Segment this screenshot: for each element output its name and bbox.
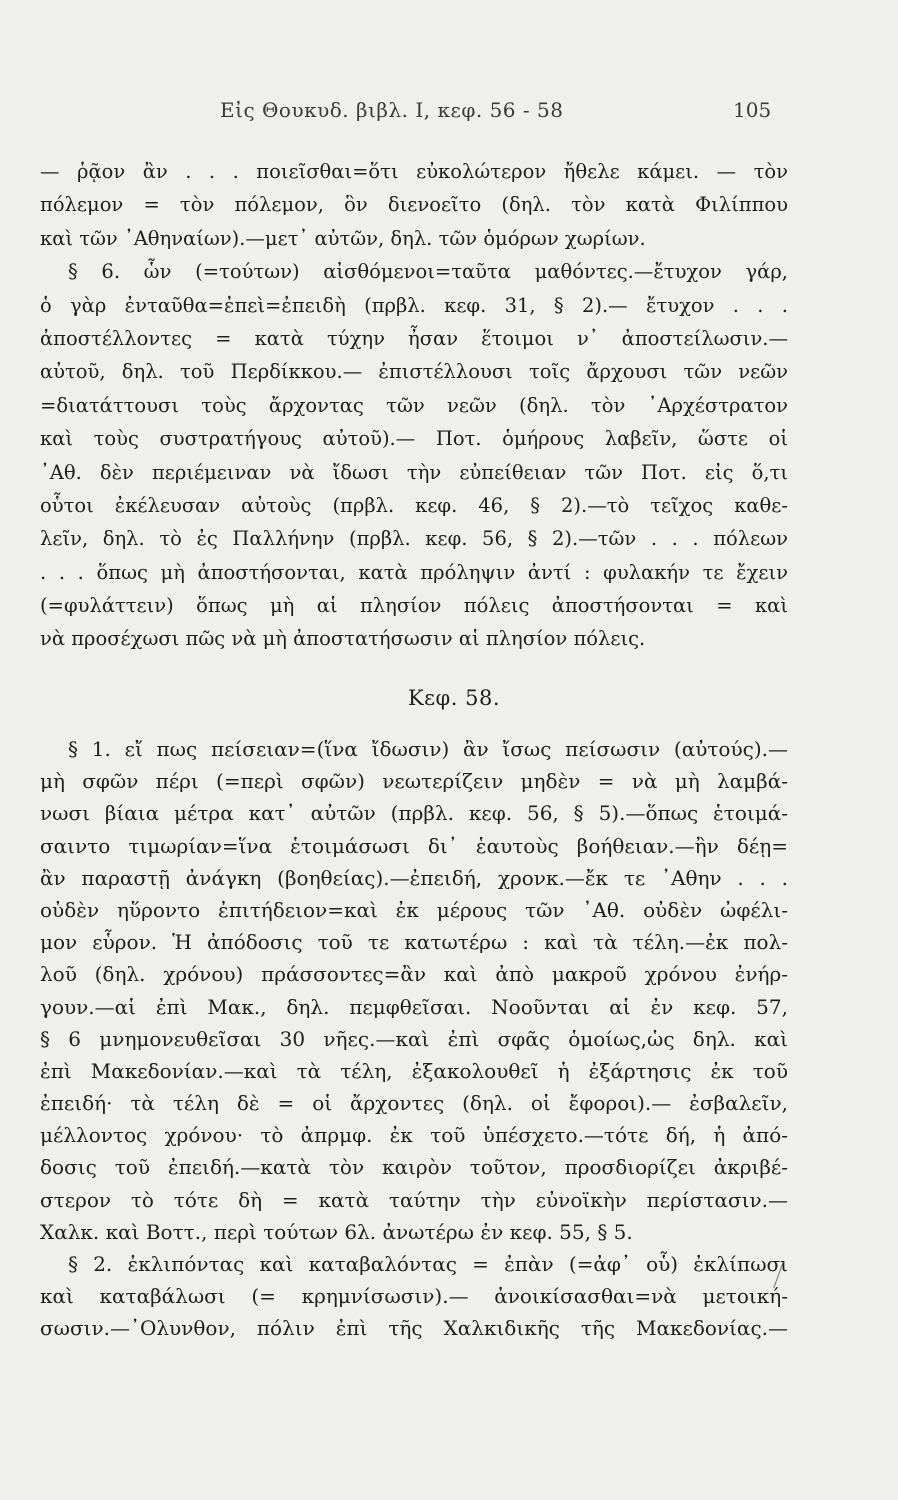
commentary-line: σωσιν.—᾽Ολυνθον, πόλιν ἐπὶ τῆς Χαλκιδικῆς τῆς Μακεδονίας.— — [40, 1316, 788, 1341]
commentary-line: νωσι βίαια μέτρα κατ᾽ αὐτῶν (πρβλ. κεφ. 56, § 5).—ὅπως ἑτοιμά- — [40, 801, 788, 826]
commentary-line: § 6. ὧν (=τούτων) αἰσθόμενοι=ταῦτα μαθόντες.—ἔτυχον γάρ, — [68, 260, 788, 284]
commentary-line: καὶ τῶν ᾽Αθηναίων).—μετ᾽ αὐτῶν, δηλ. τῶν ὁμόρων χωρίων. — [40, 226, 646, 250]
running-title: Εἰς Θουκυδ. βιβλ. Ι, κεφ. 56 - 58 — [220, 98, 564, 122]
chapter-heading: Κεφ. 58. — [407, 686, 501, 710]
commentary-block-chapter — [40, 733, 788, 1345]
commentary-line: πόλεμον = τὸν πόλεμον, ὃν διενοεῖτο (δηλ. τὸν κατὰ Φιλίππου — [40, 193, 788, 217]
commentary-line: =διατάττουσι τοὺς ἄρχοντας τῶν νεῶν (δηλ. τὸν ᾽Αρχέστρατον — [40, 393, 788, 417]
commentary-line: § 6 μνημονευθεῖσαι 30 νῆες.—καὶ ἐπὶ σφᾶς ὁμοίως,ὡς δηλ. καὶ — [40, 1026, 788, 1051]
commentary-line: δοσις τοῦ ἐπειδή.—κατὰ τὸν καιρὸν τοῦτον, προσδιορίζει ἀκριβέ- — [40, 1155, 788, 1180]
commentary-line: ἐπὶ Μακεδονίαν.—καὶ τὰ τέλη, ἐξακολουθεῖ ἡ ἐξάρτησις ἐκ τοῦ — [40, 1058, 788, 1083]
commentary-line: νὰ προσέχωσι πῶς νὰ μὴ ἀποστατήσωσιν αἱ πλησίον πόλεις. — [40, 627, 646, 651]
commentary-line: — ῥᾷον ἂν . . . ποιεῖσθαι=ὅτι εὐκολώτερον ἤθελε κάμει. — τὸν — [40, 160, 788, 183]
commentary-line: λεῖν, δηλ. τὸ ἐς Παλλήνην (πρβλ. κεφ. 56, § 2).—τῶν . . . πόλεων — [40, 527, 788, 551]
commentary-line: οὗτοι ἐκέλευσαν αὐτοὺς (πρβλ. κεφ. 46, § 2).—τὸ τεῖχος καθε- — [40, 493, 788, 517]
commentary-line: ἐπειδή· τὰ τέλη δὲ = οἱ ἄρχοντες (δηλ. οἱ ἔφοροι).— ἐσβαλεῖν, — [40, 1091, 788, 1116]
page-number: 105 — [733, 98, 772, 122]
commentary-line: μέλλοντος χρόνου· τὸ ἀπρμφ. ἐκ τοῦ ὑπέσχετο.—τότε δή, ἡ ἀπό- — [40, 1123, 788, 1148]
commentary-line: αὐτοῦ, δηλ. τοῦ Περδίκκου.— ἐπιστέλλουσι τοῖς ἄρχουσι τῶν νεῶν — [40, 360, 788, 384]
commentary-line: § 2. ἐκλιπόντας καὶ καταβαλόντας = ἐπὰν (=ἀφ᾽ οὗ) ἐκλίπωσι — [68, 1252, 788, 1276]
running-head — [0, 98, 898, 128]
commentary-line: ἀποστέλλοντες = κατὰ τύχην ἦσαν ἕτοιμοι ν᾽ ἀποστείλωσιν.— — [40, 326, 788, 350]
commentary-line: λοῦ (δηλ. χρόνου) πράσσοντες=ἂν καὶ ἀπὸ μακροῦ χρόνου ἐνήρ- — [40, 962, 788, 987]
commentary-line: στερον τὸ τότε δὴ = κατὰ ταύτην τὴν εὐνοϊκὴν περίστασιν.— — [40, 1187, 788, 1212]
commentary-line: ἂν παραστῇ ἀνάγκη (βοηθείας).—ἐπειδή, χρονκ.—ἔκ τε ᾽Αθην . . . — [40, 865, 788, 890]
commentary-line: μὴ σφῶν πέρι (=περὶ σφῶν) νεωτερίζειν μηδὲν = νὰ μὴ λαμβά- — [40, 769, 788, 794]
commentary-line: σαιντο τιμωρίαν=ἵνα ἑτοιμάσωσι δι᾽ ἑαυτοὺς βοήθειαν.—ἢν δέῃ= — [40, 833, 788, 858]
commentary-line: ὁ γὰρ ἐνταῦθα=ἐπεὶ=ἐπειδὴ (πρβλ. κεφ. 31, § 2).— ἔτυχον . . . — [40, 293, 788, 317]
commentary-line: οὐδὲν ηὕροντο ἐπιτήδειον=καὶ ἐκ μέρους τῶν ᾽Αθ. οὐδὲν ὠφέλι- — [40, 897, 788, 922]
commentary-line: § 1. εἴ πως πείσειαν=(ἵνα ἴδωσιν) ἂν ἴσως πείσωσιν (αὐτούς).— — [68, 737, 788, 761]
commentary-line: μον εὗρον. Ἡ ἀπόδοσις τοῦ τε κατωτέρω : καὶ τὰ τέλη.—ἐκ πολ- — [40, 930, 788, 955]
commentary-line: Χαλκ. καὶ Βοττ., περὶ τούτων 6λ. ἀνωτέρω ἐν κεφ. 55, § 5. — [40, 1219, 633, 1244]
commentary-line: . . . ὅπως μὴ ἀποστήσονται, κατὰ πρόληψιν ἀντί : φυλακήν τε ἔχειν — [40, 560, 788, 584]
commentary-line: καὶ τοὺς συστρατήγους αὐτοῦ).— Ποτ. ὁμήρους λαβεῖν, ὥστε οἱ — [40, 427, 788, 451]
commentary-line: (=φυλάττειν) ὅπως μὴ αἱ πλησίον πόλεις ἀποστήσονται = καὶ — [40, 594, 788, 618]
commentary-block-top — [40, 155, 788, 656]
commentary-line: ᾽Αθ. δὲν περιέμειναν νὰ ἴδωσι τὴν εὐπείθειαν τῶν Ποτ. εἰς ὅ,τι — [40, 460, 788, 484]
commentary-line: γουν.—αἱ ἐπὶ Μακ., δηλ. πεμφθεῖσαι. Νοοῦνται αἱ ἐν κεφ. 57, — [40, 994, 788, 1019]
commentary-line: καὶ καταβάλωσι (= κρημνίσωσιν).— ἀνοικίσασθαι=νὰ μετοική- — [40, 1284, 788, 1309]
